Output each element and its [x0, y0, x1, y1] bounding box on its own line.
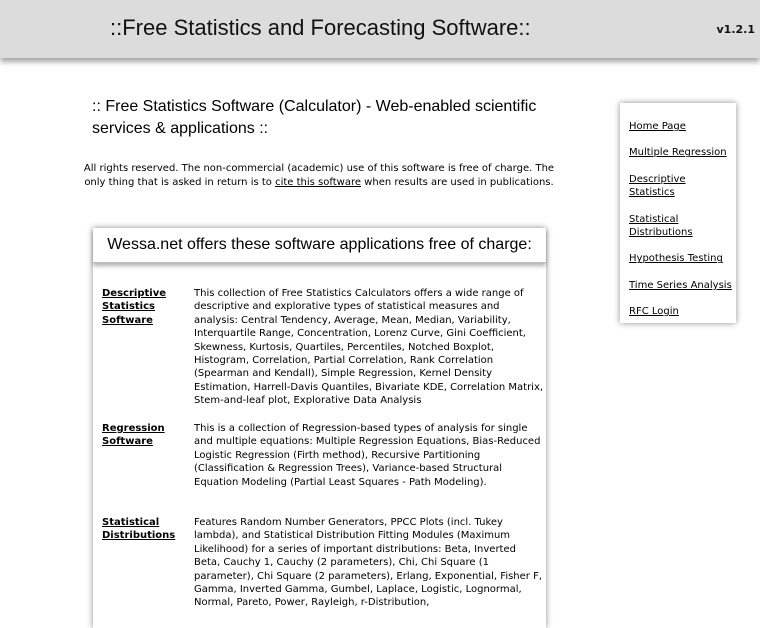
panel-heading: Wessa.net offers these software applications free of charge:: [93, 228, 546, 263]
cite-software-link[interactable]: cite this software: [275, 176, 361, 188]
page-title: :: Free Statistics Software (Calculator) - Web-enabled scientific services & applications ::: [92, 98, 537, 137]
sidebar-item-hypothesis-testing[interactable]: Hypothesis Testing: [629, 253, 723, 265]
statistical-distributions-link[interactable]: Statistical Distributions: [102, 517, 176, 542]
rights-text-before: All rights reserved. The non-commercial (academic) use of this software is free of charge. The only thing that is asked in return is to: [83, 163, 555, 188]
software-applications-panel: [93, 228, 546, 628]
sidebar-item-time-series-analysis[interactable]: Time Series Analysis: [629, 279, 732, 291]
top-banner: [0, 0, 760, 58]
rights-notice: [80, 162, 558, 189]
app-description: This is a collection of Regression-based types of analysis for single and multiple equations: Multiple Regression Equations, Bias-Reduced Logistic Regression (Firth method), Recursive Partitioning (Classification & Regression Trees), Variance-based Structural Equation Modeling (Partial Least Squares - Path Modeling).: [194, 423, 541, 488]
rights-text-after: when results are used in publications.: [361, 176, 554, 188]
version-label: v1.2.1: [716, 23, 755, 36]
regression-software-link[interactable]: Regression Software: [102, 423, 165, 448]
app-description: Features Random Number Generators, PPCC Plots (incl. Tukey lambda), and Statistical Distribution Fitting Modules (Maximum Likelihood) for a series of important distributions: Beta, Inverted Beta, Cauchy 1, Cauchy (2 parameters), Chi, Chi Square (1 parameter), Chi Square (2 parameters), Erlang, Exponential, Fisher F, Gamma, Inverted Gamma, Gumbel, Laplace, Logistic, Lognormal, Normal, Pareto, Power, Rayleigh, r-Distribution,: [194, 517, 543, 609]
sidebar-nav: [620, 103, 736, 323]
sidebar-item-descriptive-statistics[interactable]: Descriptive Statistics: [629, 173, 686, 199]
descriptive-statistics-software-link[interactable]: Descriptive Statistics Software: [102, 288, 166, 326]
sidebar-item-multiple-regression[interactable]: Multiple Regression: [629, 147, 727, 159]
sidebar-item-rfc-login[interactable]: RFC Login: [629, 306, 679, 318]
sidebar-item-home-page[interactable]: Home Page: [629, 121, 686, 132]
sidebar-item-statistical-distributions[interactable]: Statistical Distributions: [629, 213, 693, 239]
app-description: This collection of Free Statistics Calculators offers a wide range of descriptive and explorative types of statistical measures and analysis: Central Tendency, Average, Mean, Median, Variability, Interquartile Range, Concentration, Lorenz Curve, Gini Coefficient, Skewness, Kurtosis, Quartiles, Percentiles, Notched Boxplot, Histogram, Correlation, Partial Correlation, Rank Correlation (Spearman and Kendall), Simple Regression, Kernel Density Estimation, Harrell-Davis Quantiles, Bivariate KDE, Correlation Matrix, Stem-and-leaf plot, Explorative Data Analysis: [194, 288, 544, 407]
site-title: ::Free Statistics and Forecasting Software::: [110, 15, 531, 40]
